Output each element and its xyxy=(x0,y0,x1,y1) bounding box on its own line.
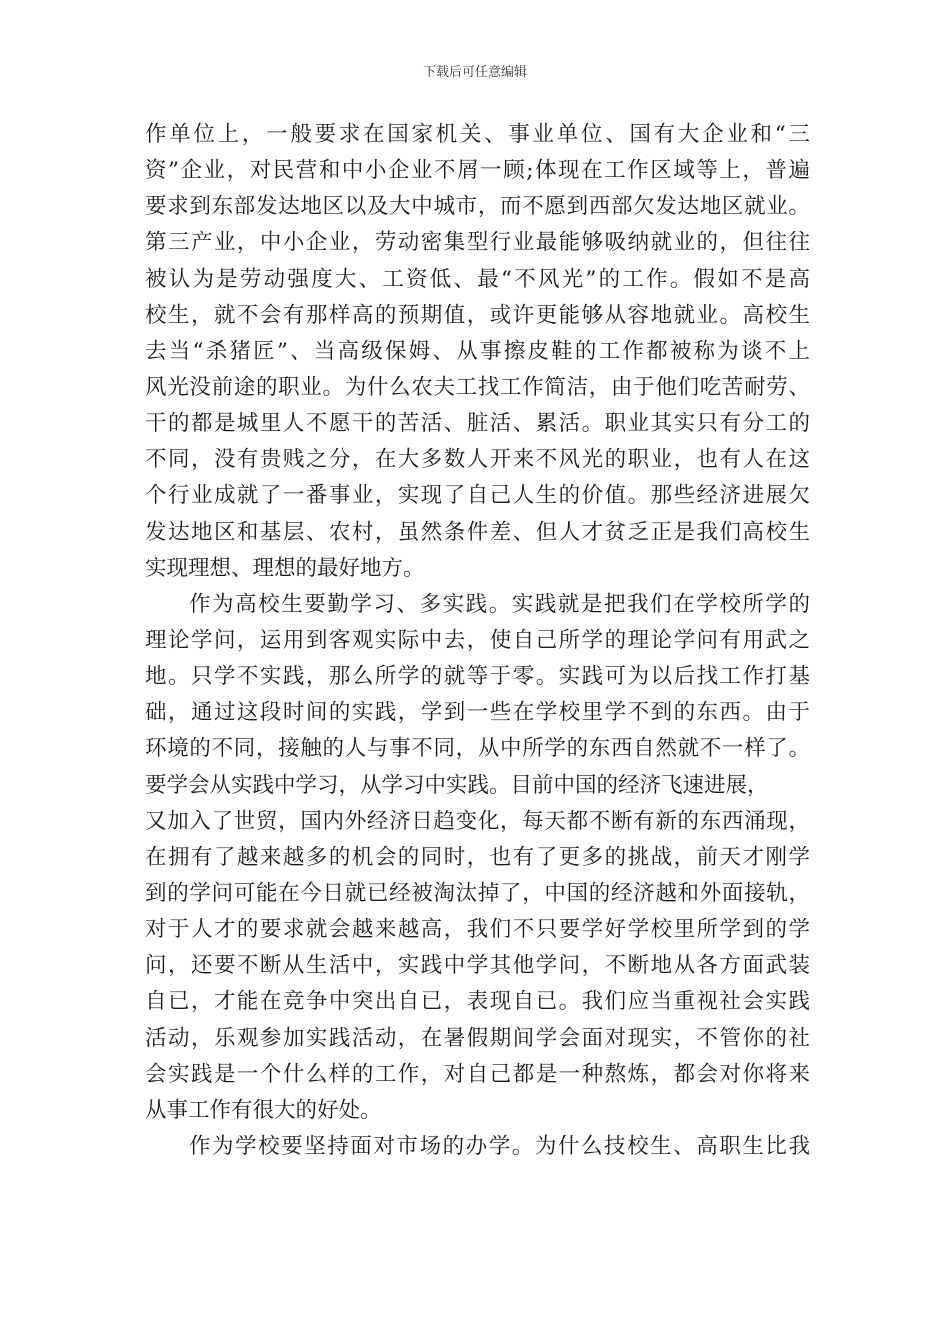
text-line: 又加入了世贸，国内外经济日趋变化，每天都不断有新的东西涌现， xyxy=(145,808,810,834)
text-line: 要学会从实践中学习，从学习中实践。目前中国的经济飞速进展， xyxy=(145,772,769,798)
text-line: 自已，才能在竞争中突出自已，表现自已。我们应当重视社会实践 xyxy=(145,989,810,1015)
text-line: 发达地区和基层、农村，虽然条件差、但人才贫乏正是我们高校生 xyxy=(145,519,810,545)
text-line: 校生，就不会有那样高的预期值，或许更能够从容地就业。高校生 xyxy=(145,302,810,328)
text-line: 作为学校要坚持面对市场的办学。为什么技校生、高职生比我 xyxy=(189,1133,810,1159)
text-line: 要求到东部发达地区以及大中城市，而不愿到西部欠发达地区就业。 xyxy=(145,194,810,220)
text-line: 环境的不同，接触的人与事不同，从中所学的东西自然就不一样了。 xyxy=(145,736,810,762)
text-line: 去当“杀猪匠”、当高级保姆、从事擦皮鞋的工作都被称为谈不上 xyxy=(145,338,810,364)
text-line: 个行业成就了一番事业，实现了自己人生的价值。那些经济进展欠 xyxy=(145,483,810,509)
text-line: 活动，乐观参加实践活动，在暑假期间学会面对现实，不管你的社 xyxy=(145,1025,810,1051)
text-line: 干的都是城里人不愿干的苦活、脏活、累活。职业其实只有分工的 xyxy=(145,411,810,437)
text-line: 对于人才的要求就会越来越高，我们不只要学好学校里所学到的学 xyxy=(145,917,810,943)
text-line: 到的学问可能在今日就已经被淘汰掉了，中国的经济越和外面接轨， xyxy=(145,880,810,906)
text-line: 在拥有了越来越多的机会的同时，也有了更多的挑战，前天才刚学 xyxy=(145,844,810,870)
page-header: 下载后可任意编辑 xyxy=(422,65,527,80)
text-line: 被认为是劳动强度大、工资低、最“不风光”的工作。假如不是高 xyxy=(145,266,810,292)
body-text xyxy=(145,117,810,1165)
text-line: 础，通过这段时间的实践，学到一些在学校里学不到的东西。由于 xyxy=(145,700,810,726)
text-line: 风光没前途的职业。为什么农夫工找工作简洁，由于他们吃苦耐劳、 xyxy=(145,374,810,400)
text-line: 理论学问，运用到客观实际中去，使自己所学的理论学问有用武之 xyxy=(145,627,810,653)
text-line: 会实践是一个什么样的工作，对自己都是一种熬炼，都会对你将来 xyxy=(145,1061,810,1087)
text-line: 第三产业，中小企业，劳动密集型行业最能够吸纳就业的，但往往 xyxy=(145,230,810,256)
text-line: 实现理想、理想的最好地方。 xyxy=(145,555,425,581)
text-line: 问，还要不断从生活中，实践中学其他学问，不断地从各方面武装 xyxy=(145,953,810,979)
text-line: 作单位上，一般要求在国家机关、事业单位、国有大企业和“三 xyxy=(145,122,810,147)
text-line: 作为高校生要勤学习、多实践。实践就是把我们在学校所学的 xyxy=(189,591,810,617)
text-line: 资”企业，对民营和中小企业不屑一顾;体现在工作区域等上，普遍 xyxy=(145,158,810,184)
text-line: 地。只学不实践，那么所学的就等于零。实践可为以后找工作打基 xyxy=(145,664,810,690)
text-line: 从事工作有很大的好处。 xyxy=(145,1097,382,1123)
text-line: 不同，没有贵贱之分，在大多数人开来不风光的职业，也有人在这 xyxy=(145,447,810,473)
